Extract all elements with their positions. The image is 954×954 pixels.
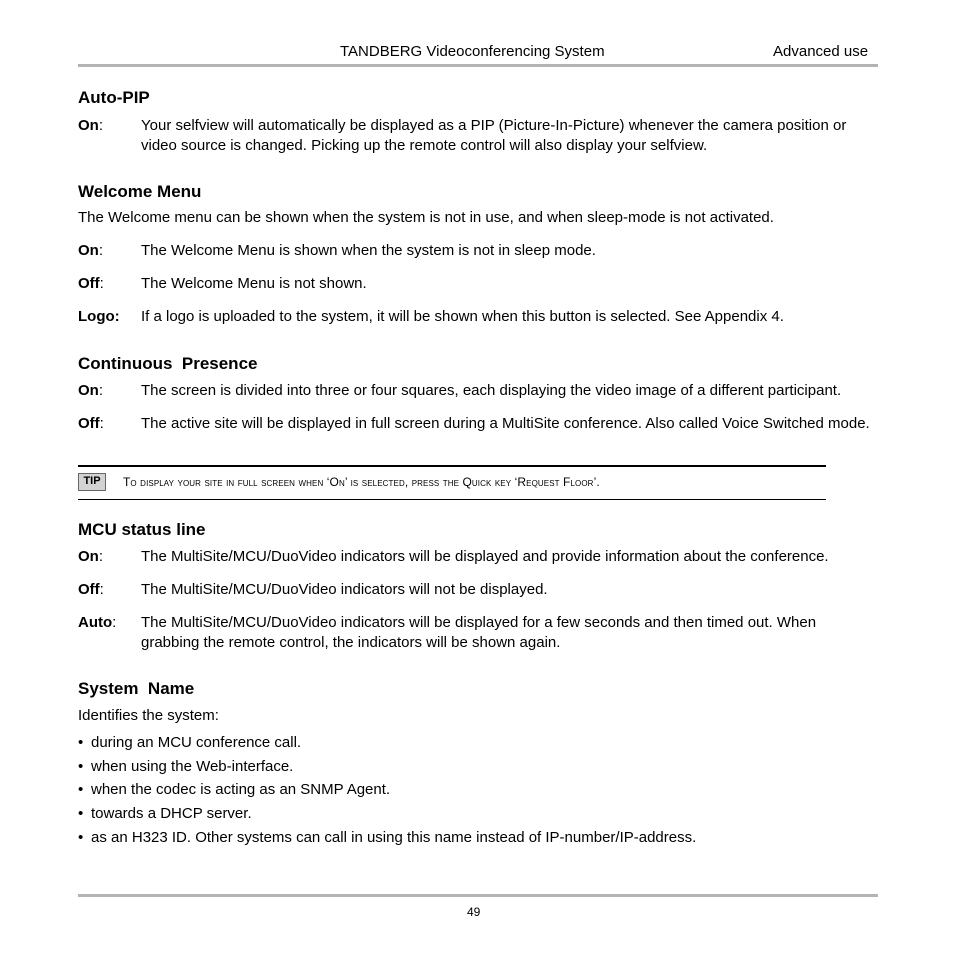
tip-text: To display your site in full screen when ‘On’ is selected, press the Quick key ‘Request Floor’. <box>123 475 600 489</box>
list-item-text: during an MCU conference call. <box>91 734 302 751</box>
continuous-presence-heading: Continuous Presence <box>78 354 258 373</box>
header-title: TANDBERG Videoconferencing System <box>340 43 605 60</box>
auto-pip-on-term: On: <box>78 117 104 134</box>
page-number: 49 <box>467 905 481 919</box>
continuous-presence-on-desc: The screen is divided into three or four squares, each displaying the video image of a different participant. <box>141 382 842 399</box>
mcu-status-auto-desc: The MultiSite/MCU/DuoVideo indicators will be displayed for a few seconds and then timed out. When grabbing the remote control, the indicators will be shown again. <box>141 614 817 651</box>
list-item-text: when the codec is acting as an SNMP Agent. <box>91 781 391 798</box>
mcu-status-off-desc: The MultiSite/MCU/DuoVideo indicators will not be displayed. <box>141 581 548 598</box>
welcome-menu-intro: The Welcome menu can be shown when the system is not in use, and when sleep-mode is not activated. <box>78 209 774 226</box>
tip-top-rule <box>78 465 826 467</box>
mcu-status-on-desc: The MultiSite/MCU/DuoVideo indicators will be displayed and provide information about the conference. <box>141 548 829 565</box>
bullet-dot: • <box>78 805 84 822</box>
tip-badge: TIP <box>78 473 106 491</box>
welcome-menu-on-desc: The Welcome Menu is shown when the system is not in sleep mode. <box>141 242 596 259</box>
mcu-status-off-term: Off: <box>78 581 104 598</box>
list-item-text: towards a DHCP server. <box>91 805 252 822</box>
mcu-status-auto-term: Auto: <box>78 614 117 631</box>
welcome-menu-heading: Welcome Menu <box>78 182 202 201</box>
tip-bottom-rule <box>78 499 826 500</box>
welcome-menu-off-desc: The Welcome Menu is not shown. <box>141 275 367 292</box>
footer-divider <box>78 894 878 897</box>
bullet-dot: • <box>78 829 84 846</box>
system-name-intro: Identifies the system: <box>78 707 219 724</box>
welcome-menu-logo-desc: If a logo is uploaded to the system, it will be shown when this button is selected. See Appendix 4. <box>141 308 784 325</box>
header-divider <box>78 64 878 67</box>
header-section: Advanced use <box>773 43 869 60</box>
auto-pip-heading: Auto-PIP <box>78 88 150 107</box>
list-item-text: when using the Web-interface. <box>91 758 294 775</box>
continuous-presence-off-desc: The active site will be displayed in full screen during a MultiSite conference. Also called Voice Switched mode. <box>141 415 870 432</box>
mcu-status-on-term: On: <box>78 548 104 565</box>
list-item-text: as an H323 ID. Other systems can call in using this name instead of IP-number/IP-address. <box>91 829 697 846</box>
welcome-menu-on-term: On: <box>78 242 104 259</box>
continuous-presence-off-term: Off: <box>78 415 104 432</box>
auto-pip-on-desc: Your selfview will automatically be displayed as a PIP (Picture-In-Picture) whenever the camera position or video source is changed. Picking up the remote control will also display your selfview. <box>141 117 847 154</box>
system-name-heading: System Name <box>78 679 195 698</box>
bullet-dot: • <box>78 781 84 798</box>
bullet-dot: • <box>78 734 84 751</box>
continuous-presence-on-term: On: <box>78 382 104 399</box>
mcu-status-heading: MCU status line <box>78 520 206 539</box>
welcome-menu-off-term: Off: <box>78 275 104 292</box>
welcome-menu-logo-term: Logo: <box>78 308 120 325</box>
bullet-dot: • <box>78 758 84 775</box>
